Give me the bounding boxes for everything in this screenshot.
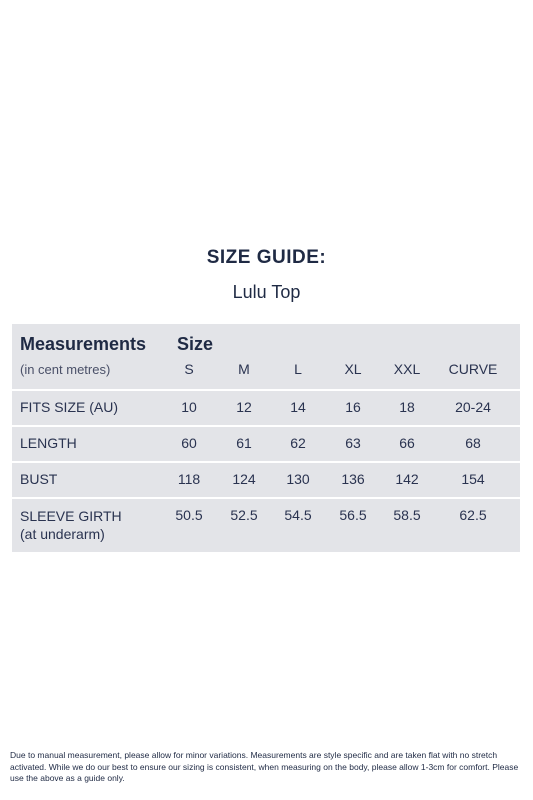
row-label-main: SLEEVE GIRTH <box>20 508 122 524</box>
table-cell: 58.5 <box>393 507 421 523</box>
table-cell: 68 <box>465 435 481 451</box>
table-cell: 52.5 <box>230 507 258 523</box>
table-cell: 66 <box>399 435 415 451</box>
units-label: (in cent metres) <box>20 362 111 377</box>
table-cell: 10 <box>181 399 197 415</box>
size-column-header: CURVE <box>448 361 498 377</box>
disclaimer-text: Due to manual measurement, please allow for minor variations. Measurements are style specific and are taken flat with no stretch activated. While we do our best to ensure our sizing is consistent, when measuring on the body, please allow 1-3cm for comfort. Please use the above as a guide only. <box>10 750 519 783</box>
table-cell: 50.5 <box>175 507 203 523</box>
table-cell: 62 <box>290 435 306 451</box>
size-column-header: L <box>294 361 302 377</box>
table-cell: 60 <box>181 435 197 451</box>
row-label: FITS SIZE (AU) <box>20 399 118 415</box>
table-header-row <box>12 324 520 389</box>
table-cell: 136 <box>341 471 365 487</box>
table-row <box>12 391 520 425</box>
table-cell: 54.5 <box>284 507 312 523</box>
table-cell: 56.5 <box>339 507 367 523</box>
table-cell: 16 <box>345 399 361 415</box>
product-name: Lulu Top <box>232 282 301 302</box>
table-row <box>12 427 520 461</box>
table-cell: 142 <box>395 471 419 487</box>
table-cell: 18 <box>399 399 415 415</box>
row-label <box>20 507 122 543</box>
table-cell: 63 <box>345 435 361 451</box>
size-column-header: XXL <box>393 361 421 377</box>
size-table <box>12 324 520 552</box>
table-row <box>12 463 520 497</box>
table-cell: 61 <box>236 435 252 451</box>
table-cell: 118 <box>177 471 201 487</box>
row-label: LENGTH <box>20 435 77 451</box>
table-cell: 62.5 <box>459 507 487 523</box>
measurements-heading: Measurements <box>20 334 147 354</box>
table-cell: 20-24 <box>455 399 491 415</box>
table-cell: 12 <box>236 399 252 415</box>
table-cell: 14 <box>290 399 306 415</box>
row-label-sub: (at underarm) <box>20 526 105 542</box>
table-cell: 124 <box>232 471 256 487</box>
table-row <box>12 499 520 552</box>
size-column-header: XL <box>344 361 362 377</box>
table-cell: 154 <box>461 471 485 487</box>
size-column-header: S <box>184 361 194 377</box>
table-cell: 130 <box>286 471 310 487</box>
row-label: BUST <box>20 471 58 487</box>
size-heading: Size <box>177 334 214 354</box>
size-column-header: M <box>238 361 250 377</box>
page-title: SIZE GUIDE: <box>206 247 327 268</box>
